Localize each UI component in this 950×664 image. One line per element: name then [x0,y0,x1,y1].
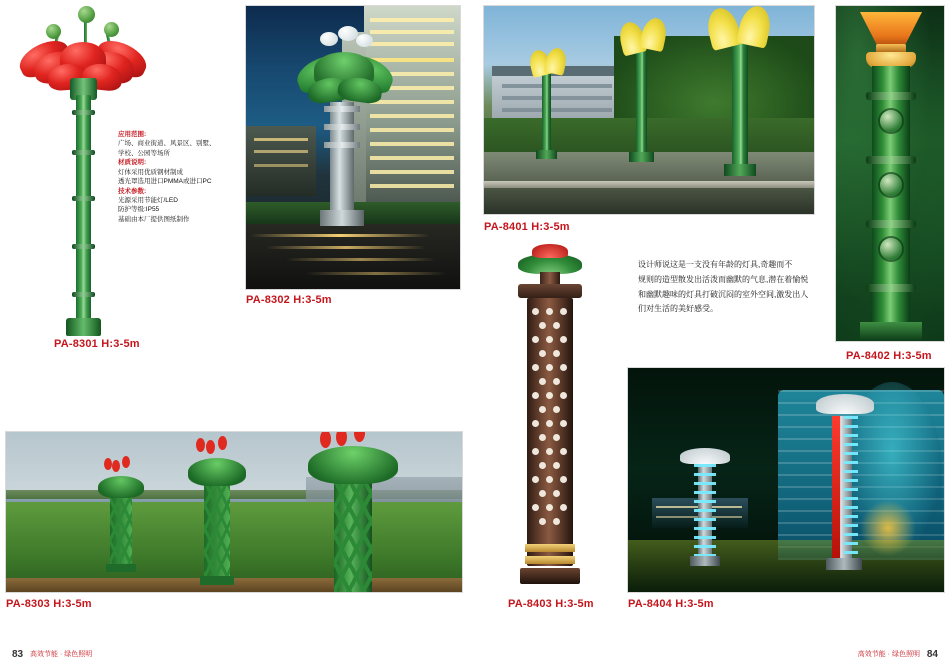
lamp-pole [76,95,91,325]
product-code-pa8404: PA-8404 H:3-5m [628,598,714,610]
footer-brand-left: 高效节能 · 绿色照明 [30,651,93,658]
page-number-right: 84 [926,649,938,660]
bud-ornament [338,26,358,41]
product-photo-pa8401 [484,6,814,214]
bud-ornament [356,34,373,47]
lamp-pole [732,36,748,168]
product-photo-pa8402 [836,6,944,341]
pole-band [72,244,95,249]
lamp-cap [518,284,582,298]
designer-note-line-1: 设计师说这是一支没有年龄的灯具,奇趣而不 [638,260,793,269]
petal [308,446,398,484]
lamp-top-ornament [532,244,568,258]
bud-ornament [104,458,112,470]
pole-band [72,150,95,155]
lamp-column [527,298,573,566]
designer-note-line-2: 规则的造型散发出活泼而幽默的气息,潜在着愉悦 [638,274,809,284]
spec-material-title: 材质说明: [118,159,147,167]
product-code-pa8403: PA-8403 H:3-5m [508,598,594,610]
bud-ornament [206,440,215,454]
lamp-base [106,564,136,572]
lattice-pole [110,494,132,566]
product-code-pa8303: PA-8303 H:3-5m [6,598,92,610]
bud-ornament [218,436,227,450]
lattice-pole [204,480,230,578]
spec-tech-title: 技术参数: [118,187,147,195]
bud-ornament [104,22,119,37]
product-photo-pa8303 [6,432,462,592]
lamp-pole [636,48,647,156]
lamp-base [520,568,580,584]
spec-tech-line-3: 基础由本厂提供图纸制作 [118,215,190,223]
lamp-bowl [518,254,582,274]
spec-tech-line-1: 光源采用节能灯/LED [118,196,178,204]
lamp-base [66,318,101,336]
footer-brand-right: 高效节能 · 绿色照明 [857,651,920,658]
petal [98,476,144,498]
product-code-pa8301: PA-8301 H:3-5m [54,338,140,350]
spec-application-line-2: 学校、公园等场所 [118,149,170,157]
pole-band [72,110,95,115]
bud-ornament [112,460,120,472]
footer [0,642,950,664]
column-gold-band [525,556,575,564]
spec-application-line-1: 广场、商业街道、风景区、别墅、 [118,140,216,148]
bud-ornament [78,6,95,23]
lamp-base [200,576,234,585]
lamp-base [536,150,557,159]
lamp-base [629,152,654,162]
spec-material-line-1: 灯体采用优质钢材制成 [118,168,183,176]
bud-ornament [196,438,205,452]
bud-ornament [320,32,338,46]
product-photo-pa8302 [246,6,460,289]
spec-tech-line-2: 防护等级:IP55 [118,206,160,214]
pole-band [72,292,95,297]
lamp-base [724,164,756,176]
bud-ornament [46,24,61,39]
spec-material-line-2: 透光罩选用进口PMMA或进口PC [118,178,212,186]
designer-note [638,258,834,317]
spec-block [118,130,230,224]
lamp-neck [540,272,560,286]
product-photo-pa8404 [628,368,944,592]
designer-note-line-3: 和幽默趣味的灯具打破沉闷的室外空间,激发出人 [638,289,809,299]
page-number-left: 83 [12,649,24,660]
product-code-pa8302: PA-8302 H:3-5m [246,294,332,306]
bud-ornament [122,456,130,468]
product-code-pa8401: PA-8401 H:3-5m [484,221,570,233]
petal [188,458,246,486]
spec-application-title: 应用范围: [118,131,147,138]
column-gold-band [525,544,575,552]
designer-note-line-4: 们对生活的美好感受。 [638,304,718,314]
lamp-pole [542,70,551,154]
lattice-pole [334,476,372,592]
pole-band [72,196,95,201]
product-code-pa8402: PA-8402 H:3-5m [846,350,932,362]
